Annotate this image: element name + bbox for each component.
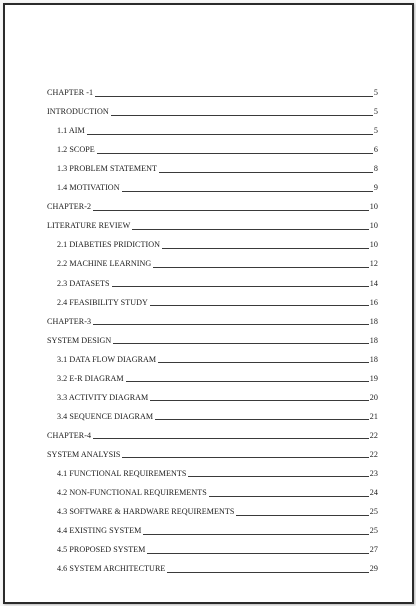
toc-page-number: 23	[369, 468, 378, 478]
toc-page-number: 12	[369, 259, 378, 269]
toc-leader-line	[95, 96, 373, 97]
toc-page-number: 8	[373, 164, 378, 174]
toc-chapter-entry	[47, 308, 378, 327]
toc-section-entry	[47, 479, 378, 498]
toc-page-number: 25	[369, 507, 378, 517]
toc-section-entry	[47, 269, 378, 288]
toc-page-number: 21	[369, 411, 378, 421]
toc-chapter-entry	[47, 212, 378, 231]
toc-section-entry	[47, 174, 378, 193]
toc-page-number: 10	[369, 240, 378, 250]
toc-entry-title: 4.3 SOFTWARE & HARDWARE REQUIREMENTS	[57, 507, 235, 517]
toc-entry-title: 2.4 FEASIBILITY STUDY	[57, 297, 148, 307]
toc-page-number: 18	[369, 335, 378, 345]
toc-page-number: 29	[369, 564, 378, 574]
toc-page-number: 25	[369, 526, 378, 536]
toc-leader-line	[122, 191, 373, 192]
toc-section-entry	[47, 289, 378, 308]
toc-leader-line	[188, 476, 368, 477]
toc-leader-line	[143, 534, 368, 535]
toc-page-number: 18	[369, 354, 378, 364]
toc-chapter-entry	[47, 441, 378, 460]
toc-leader-line	[150, 305, 369, 306]
toc-section-entry	[47, 250, 378, 269]
toc-leader-line	[112, 286, 369, 287]
toc-entry-title: 1.3 PROBLEM STATEMENT	[57, 164, 158, 174]
toc-entry-title: INTRODUCTION	[47, 107, 109, 117]
toc-entry-title: CHAPTER-4	[47, 430, 92, 440]
toc-leader-line	[113, 343, 369, 344]
toc-section-entry	[47, 346, 378, 365]
toc-leader-line	[93, 210, 369, 211]
toc-entry-title: 3.1 DATA FLOW DIAGRAM	[57, 354, 157, 364]
toc-entry-title: SYSTEM ANALYSIS	[47, 449, 121, 459]
toc-entry-title: 1.1 AIM	[57, 126, 85, 136]
toc-entry-title: 3.3 ACTIVITY DIAGRAM	[57, 392, 149, 402]
toc-leader-line	[158, 362, 369, 363]
toc-entry-title: 4.6 SYSTEM ARCHITECTURE	[57, 564, 166, 574]
toc-leader-line	[236, 515, 368, 516]
toc-section-entry	[47, 460, 378, 479]
toc-leader-line	[122, 457, 368, 458]
toc-entry-title: 1.4 MOTIVATION	[57, 183, 120, 193]
toc-entry-title: CHAPTER-2	[47, 202, 92, 212]
toc-page-number: 9	[373, 183, 378, 193]
toc-entry-title: 4.4 EXISTING SYSTEM	[57, 526, 142, 536]
toc-page-number: 5	[373, 107, 378, 117]
toc-chapter-entry	[47, 327, 378, 346]
toc-chapter-entry	[47, 98, 378, 117]
toc-leader-line	[162, 248, 369, 249]
toc-leader-line	[159, 172, 373, 173]
toc-page-number: 22	[369, 449, 378, 459]
toc-entry-title: LITERATURE REVIEW	[47, 221, 131, 231]
toc-entry-title: 2.1 DIABETIES PRIDICTION	[57, 240, 161, 250]
toc-section-entry	[47, 231, 378, 250]
toc-section-entry	[47, 365, 378, 384]
toc-page-number: 22	[369, 430, 378, 440]
toc-leader-line	[209, 496, 369, 497]
toc-leader-line	[147, 553, 368, 554]
toc-chapter-entry	[47, 79, 378, 98]
toc-entry-title: CHAPTER-3	[47, 316, 92, 326]
toc-entry-title: 4.5 PROPOSED SYSTEM	[57, 545, 146, 555]
toc-entry-title: 3.4 SEQUENCE DIAGRAM	[57, 411, 154, 421]
toc-entry-title: 4.2 NON-FUNCTIONAL REQUIREMENTS	[57, 488, 207, 498]
toc-section-entry	[47, 517, 378, 536]
toc-page-number: 16	[369, 297, 378, 307]
table-of-contents	[47, 79, 378, 574]
toc-page-number: 6	[373, 145, 378, 155]
toc-leader-line	[132, 229, 368, 230]
toc-section-entry	[47, 555, 378, 574]
toc-entry-title: 3.2 E-R DIAGRAM	[57, 373, 124, 383]
toc-leader-line	[126, 381, 369, 382]
toc-page-number: 14	[369, 278, 378, 288]
toc-entry-title: 4.1 FUNCTIONAL REQUIREMENTS	[57, 468, 187, 478]
toc-entry-title: SYSTEM DESIGN	[47, 335, 112, 345]
toc-leader-line	[111, 115, 373, 116]
toc-page-number: 20	[369, 392, 378, 402]
toc-entry-title: CHAPTER -1	[47, 88, 94, 98]
toc-section-entry	[47, 384, 378, 403]
toc-chapter-entry	[47, 193, 378, 212]
toc-page-number: 10	[369, 202, 378, 212]
toc-leader-line	[87, 134, 373, 135]
toc-page-number: 19	[369, 373, 378, 383]
toc-section-entry	[47, 498, 378, 517]
toc-leader-line	[97, 153, 373, 154]
toc-entry-title: 2.3 DATASETS	[57, 278, 110, 288]
toc-page-number: 5	[373, 126, 378, 136]
toc-leader-line	[167, 572, 368, 573]
toc-leader-line	[150, 400, 368, 401]
toc-leader-line	[155, 419, 369, 420]
toc-section-entry	[47, 117, 378, 136]
toc-section-entry	[47, 403, 378, 422]
toc-entry-title: 2.2 MACHINE LEARNING	[57, 259, 152, 269]
toc-page-number: 5	[373, 88, 378, 98]
toc-leader-line	[93, 324, 369, 325]
toc-page-number: 18	[369, 316, 378, 326]
toc-leader-line	[93, 438, 369, 439]
toc-section-entry	[47, 536, 378, 555]
toc-page-number: 27	[369, 545, 378, 555]
document-page	[3, 3, 414, 604]
toc-section-entry	[47, 155, 378, 174]
toc-leader-line	[153, 267, 369, 268]
toc-section-entry	[47, 136, 378, 155]
toc-page-number: 24	[369, 488, 378, 498]
toc-chapter-entry	[47, 422, 378, 441]
toc-entry-title: 1.2 SCOPE	[57, 145, 95, 155]
toc-page-number: 10	[369, 221, 378, 231]
